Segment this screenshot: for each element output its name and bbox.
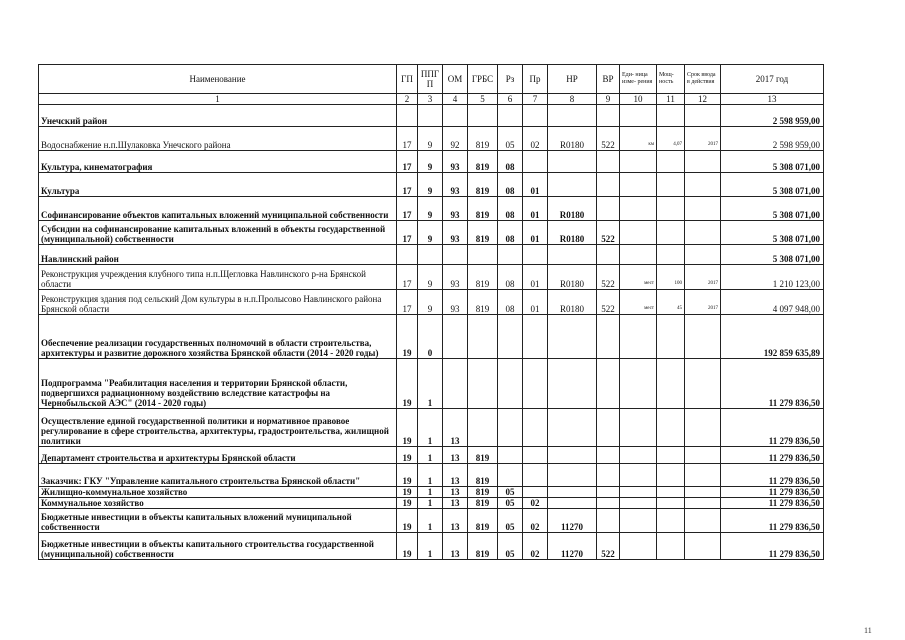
om-cell: 93 <box>443 151 468 173</box>
power-cell <box>657 315 685 359</box>
term-cell <box>685 409 721 447</box>
row-name: Субсидии на софинансирование капитальных вложений в объекты государственной (муниципальной) собственности <box>39 221 397 245</box>
ppgp-cell: 9 <box>418 221 443 245</box>
table-body <box>39 65 824 560</box>
table-row <box>39 245 824 265</box>
pr-cell: 01 <box>523 173 548 197</box>
column-number: 12 <box>685 94 721 105</box>
nr-cell <box>548 315 597 359</box>
pr-cell <box>523 464 548 487</box>
budget-table <box>38 64 824 560</box>
unit-cell <box>620 315 657 359</box>
ppgp-cell: 9 <box>418 127 443 151</box>
table-row <box>39 498 824 509</box>
column-number: 6 <box>498 94 523 105</box>
term-cell <box>685 487 721 498</box>
header-row <box>39 65 824 94</box>
power-cell <box>657 498 685 509</box>
nr-cell <box>548 173 597 197</box>
amount-cell: 11 279 836,50 <box>721 487 824 498</box>
om-cell <box>443 315 468 359</box>
rz-cell: 05 <box>498 509 523 533</box>
power-cell: 4,07 <box>657 127 685 151</box>
vr-cell <box>597 315 620 359</box>
header-ppgp: ППГ П <box>418 65 443 94</box>
row-name: Реконструкция здания под сельский Дом культуры в н.п.Пролысово Навлинского района Брянской области <box>39 290 397 315</box>
power-cell <box>657 197 685 221</box>
vr-cell <box>597 173 620 197</box>
rz-cell <box>498 105 523 127</box>
grbs-cell: 819 <box>468 197 498 221</box>
term-cell <box>685 221 721 245</box>
power-cell <box>657 487 685 498</box>
term-cell: 2017 <box>685 290 721 315</box>
column-number: 9 <box>597 94 620 105</box>
vr-cell: 522 <box>597 290 620 315</box>
om-cell <box>443 359 468 409</box>
table-row <box>39 359 824 409</box>
pr-cell <box>523 487 548 498</box>
power-cell <box>657 447 685 464</box>
gp-cell: 19 <box>397 315 418 359</box>
table-row <box>39 221 824 245</box>
grbs-cell <box>468 105 498 127</box>
grbs-cell: 819 <box>468 464 498 487</box>
om-cell <box>443 245 468 265</box>
column-number: 3 <box>418 94 443 105</box>
term-cell <box>685 498 721 509</box>
vr-cell <box>597 464 620 487</box>
pr-cell: 01 <box>523 290 548 315</box>
grbs-cell <box>468 245 498 265</box>
row-name: Бюджетные инвестиции в объекты капитальных вложений муниципальной собственности <box>39 509 397 533</box>
rz-cell: 05 <box>498 498 523 509</box>
unit-cell <box>620 221 657 245</box>
unit-cell <box>620 359 657 409</box>
gp-cell: 19 <box>397 464 418 487</box>
column-number: 7 <box>523 94 548 105</box>
nr-cell <box>548 464 597 487</box>
term-cell <box>685 197 721 221</box>
pr-cell: 01 <box>523 197 548 221</box>
unit-cell <box>620 245 657 265</box>
table-row <box>39 315 824 359</box>
ppgp-cell <box>418 245 443 265</box>
nr-cell: 11270 <box>548 533 597 560</box>
term-cell: 2017 <box>685 127 721 151</box>
pr-cell <box>523 359 548 409</box>
row-name: Бюджетные инвестиции в объекты капитального строительства государственной (муниципальной) собственности <box>39 533 397 560</box>
table-row <box>39 197 824 221</box>
term-cell <box>685 245 721 265</box>
rz-cell <box>498 464 523 487</box>
vr-cell: 522 <box>597 265 620 290</box>
grbs-cell: 819 <box>468 509 498 533</box>
term-cell <box>685 447 721 464</box>
column-number: 10 <box>620 94 657 105</box>
rz-cell <box>498 359 523 409</box>
vr-cell: 522 <box>597 533 620 560</box>
unit-cell <box>620 533 657 560</box>
row-name: Жилищно-коммунальное хозяйство <box>39 487 397 498</box>
rz-cell <box>498 447 523 464</box>
gp-cell: 19 <box>397 359 418 409</box>
pr-cell <box>523 105 548 127</box>
table-row <box>39 487 824 498</box>
header-year: 2017 год <box>721 65 824 94</box>
header-gp: ГП <box>397 65 418 94</box>
term-cell <box>685 151 721 173</box>
nr-cell: 11270 <box>548 509 597 533</box>
vr-cell <box>597 447 620 464</box>
amount-cell: 11 279 836,50 <box>721 498 824 509</box>
grbs-cell: 819 <box>468 290 498 315</box>
rz-cell: 05 <box>498 487 523 498</box>
rz-cell: 05 <box>498 127 523 151</box>
amount-cell: 192 859 635,89 <box>721 315 824 359</box>
pr-cell: 02 <box>523 533 548 560</box>
table-row <box>39 533 824 560</box>
om-cell: 92 <box>443 127 468 151</box>
column-number: 11 <box>657 94 685 105</box>
header-name: Наименование <box>39 65 397 94</box>
header-term: Срок ввода в действия <box>685 65 721 94</box>
gp-cell <box>397 245 418 265</box>
pr-cell <box>523 447 548 464</box>
table-row <box>39 127 824 151</box>
row-name: Осуществление единой государственной политики и нормативное правовое регулирование в сфере строительства, архитектуры, градостроительства, жилищной политики <box>39 409 397 447</box>
nr-cell <box>548 487 597 498</box>
amount-cell: 11 279 836,50 <box>721 409 824 447</box>
header-unit: Еди- ница изме- рения <box>620 65 657 94</box>
header-om: ОМ <box>443 65 468 94</box>
pr-cell: 01 <box>523 221 548 245</box>
power-cell <box>657 509 685 533</box>
grbs-cell <box>468 409 498 447</box>
vr-cell <box>597 359 620 409</box>
om-cell: 13 <box>443 487 468 498</box>
row-name: Подпрограмма "Реабилитация населения и территории Брянской области, подвергшихся радиационному воздействию вследствие катастрофы на Чернобыльской АЭС" (2014 - 2020 годы) <box>39 359 397 409</box>
row-name: Департамент строительства и архитектуры Брянской области <box>39 447 397 464</box>
grbs-cell: 819 <box>468 265 498 290</box>
table-row <box>39 265 824 290</box>
gp-cell: 17 <box>397 151 418 173</box>
gp-cell: 17 <box>397 173 418 197</box>
power-cell <box>657 464 685 487</box>
amount-cell: 5 308 071,00 <box>721 221 824 245</box>
table-row <box>39 290 824 315</box>
column-numbers-row <box>39 94 824 105</box>
nr-cell <box>548 498 597 509</box>
rz-cell: 08 <box>498 290 523 315</box>
amount-cell: 11 279 836,50 <box>721 359 824 409</box>
ppgp-cell: 1 <box>418 359 443 409</box>
nr-cell <box>548 245 597 265</box>
term-cell <box>685 464 721 487</box>
rz-cell: 08 <box>498 151 523 173</box>
gp-cell: 19 <box>397 509 418 533</box>
unit-cell: км <box>620 127 657 151</box>
nr-cell <box>548 151 597 173</box>
vr-cell <box>597 197 620 221</box>
om-cell: 13 <box>443 464 468 487</box>
table-row <box>39 509 824 533</box>
power-cell <box>657 245 685 265</box>
term-cell <box>685 533 721 560</box>
nr-cell: R0180 <box>548 265 597 290</box>
nr-cell: R0180 <box>548 221 597 245</box>
header-pr: Пр <box>523 65 548 94</box>
gp-cell: 19 <box>397 533 418 560</box>
om-cell: 13 <box>443 509 468 533</box>
rz-cell <box>498 409 523 447</box>
nr-cell: R0180 <box>548 127 597 151</box>
gp-cell: 19 <box>397 487 418 498</box>
unit-cell <box>620 173 657 197</box>
header-rz: Рз <box>498 65 523 94</box>
header-nr: НР <box>548 65 597 94</box>
table-row <box>39 464 824 487</box>
column-number: 2 <box>397 94 418 105</box>
om-cell: 13 <box>443 498 468 509</box>
ppgp-cell: 9 <box>418 290 443 315</box>
nr-cell: R0180 <box>548 290 597 315</box>
pr-cell <box>523 409 548 447</box>
vr-cell <box>597 245 620 265</box>
unit-cell <box>620 105 657 127</box>
nr-cell <box>548 359 597 409</box>
table-row <box>39 151 824 173</box>
om-cell <box>443 105 468 127</box>
om-cell: 93 <box>443 173 468 197</box>
column-number: 5 <box>468 94 498 105</box>
power-cell <box>657 151 685 173</box>
nr-cell <box>548 409 597 447</box>
power-cell: 45 <box>657 290 685 315</box>
column-number: 1 <box>39 94 397 105</box>
vr-cell <box>597 498 620 509</box>
table-row <box>39 409 824 447</box>
rz-cell: 08 <box>498 197 523 221</box>
unit-cell <box>620 151 657 173</box>
table-row <box>39 105 824 127</box>
grbs-cell: 819 <box>468 127 498 151</box>
ppgp-cell: 9 <box>418 151 443 173</box>
gp-cell: 19 <box>397 447 418 464</box>
ppgp-cell: 9 <box>418 265 443 290</box>
row-name: Унечский район <box>39 105 397 127</box>
pr-cell: 01 <box>523 265 548 290</box>
row-name: Обеспечение реализации государственных полномочий в области строительства, архитектуры и развитие дорожного хозяйства Брянской области (2014 - 2020 годы) <box>39 315 397 359</box>
gp-cell: 17 <box>397 221 418 245</box>
grbs-cell <box>468 359 498 409</box>
term-cell: 2017 <box>685 265 721 290</box>
column-number: 13 <box>721 94 824 105</box>
unit-cell <box>620 197 657 221</box>
gp-cell: 19 <box>397 498 418 509</box>
rz-cell: 08 <box>498 265 523 290</box>
grbs-cell <box>468 315 498 359</box>
term-cell <box>685 359 721 409</box>
amount-cell: 2 598 959,00 <box>721 127 824 151</box>
unit-cell <box>620 509 657 533</box>
vr-cell: 522 <box>597 127 620 151</box>
term-cell <box>685 509 721 533</box>
row-name: Заказчик: ГКУ "Управление капитального строительства Брянской области" <box>39 464 397 487</box>
power-cell <box>657 409 685 447</box>
rz-cell: 08 <box>498 221 523 245</box>
rz-cell: 08 <box>498 173 523 197</box>
vr-cell <box>597 487 620 498</box>
nr-cell <box>548 447 597 464</box>
unit-cell <box>620 487 657 498</box>
unit-cell <box>620 447 657 464</box>
gp-cell: 17 <box>397 290 418 315</box>
ppgp-cell: 9 <box>418 197 443 221</box>
column-number: 8 <box>548 94 597 105</box>
term-cell <box>685 105 721 127</box>
ppgp-cell: 1 <box>418 464 443 487</box>
grbs-cell: 819 <box>468 498 498 509</box>
amount-cell: 4 097 948,00 <box>721 290 824 315</box>
power-cell <box>657 105 685 127</box>
header-power: Мощ- ность <box>657 65 685 94</box>
gp-cell: 19 <box>397 409 418 447</box>
amount-cell: 5 308 071,00 <box>721 151 824 173</box>
om-cell: 93 <box>443 221 468 245</box>
amount-cell: 5 308 071,00 <box>721 245 824 265</box>
om-cell: 13 <box>443 447 468 464</box>
amount-cell: 1 210 123,00 <box>721 265 824 290</box>
grbs-cell: 819 <box>468 151 498 173</box>
ppgp-cell: 1 <box>418 498 443 509</box>
gp-cell: 17 <box>397 197 418 221</box>
unit-cell <box>620 464 657 487</box>
amount-cell: 2 598 959,00 <box>721 105 824 127</box>
gp-cell: 17 <box>397 265 418 290</box>
nr-cell <box>548 105 597 127</box>
rz-cell: 05 <box>498 533 523 560</box>
vr-cell <box>597 509 620 533</box>
nr-cell: R0180 <box>548 197 597 221</box>
gp-cell <box>397 105 418 127</box>
grbs-cell: 819 <box>468 173 498 197</box>
ppgp-cell: 1 <box>418 409 443 447</box>
om-cell: 13 <box>443 409 468 447</box>
unit-cell: мест <box>620 265 657 290</box>
grbs-cell: 819 <box>468 533 498 560</box>
row-name: Софинансирование объектов капитальных вложений муниципальной собственности <box>39 197 397 221</box>
vr-cell <box>597 105 620 127</box>
unit-cell: мест <box>620 290 657 315</box>
grbs-cell: 819 <box>468 447 498 464</box>
om-cell: 13 <box>443 533 468 560</box>
unit-cell <box>620 498 657 509</box>
om-cell: 93 <box>443 290 468 315</box>
row-name: Реконструкция учреждения клубного типа н.п.Щегловка Навлинского р-на Брянской области <box>39 265 397 290</box>
row-name: Коммунальное хозяйство <box>39 498 397 509</box>
gp-cell: 17 <box>397 127 418 151</box>
term-cell <box>685 315 721 359</box>
rz-cell <box>498 315 523 359</box>
row-name: Культура, кинематография <box>39 151 397 173</box>
pr-cell <box>523 151 548 173</box>
ppgp-cell: 0 <box>418 315 443 359</box>
ppgp-cell: 1 <box>418 533 443 560</box>
om-cell: 93 <box>443 197 468 221</box>
ppgp-cell: 1 <box>418 487 443 498</box>
vr-cell <box>597 409 620 447</box>
pr-cell: 02 <box>523 498 548 509</box>
ppgp-cell: 9 <box>418 173 443 197</box>
grbs-cell: 819 <box>468 487 498 498</box>
vr-cell: 522 <box>597 221 620 245</box>
rz-cell <box>498 245 523 265</box>
table-row <box>39 173 824 197</box>
row-name: Водоснабжение н.п.Шулаковка Унечского района <box>39 127 397 151</box>
term-cell <box>685 173 721 197</box>
ppgp-cell <box>418 105 443 127</box>
amount-cell: 11 279 836,50 <box>721 533 824 560</box>
header-grbs: ГРБС <box>468 65 498 94</box>
power-cell <box>657 359 685 409</box>
pr-cell: 02 <box>523 127 548 151</box>
om-cell: 93 <box>443 265 468 290</box>
amount-cell: 11 279 836,50 <box>721 447 824 464</box>
pr-cell <box>523 245 548 265</box>
pr-cell: 02 <box>523 509 548 533</box>
power-cell <box>657 173 685 197</box>
vr-cell <box>597 151 620 173</box>
page-number: 11 <box>864 626 872 635</box>
header-vr: ВР <box>597 65 620 94</box>
ppgp-cell: 1 <box>418 447 443 464</box>
amount-cell: 11 279 836,50 <box>721 464 824 487</box>
power-cell: 100 <box>657 265 685 290</box>
amount-cell: 11 279 836,50 <box>721 509 824 533</box>
ppgp-cell: 1 <box>418 509 443 533</box>
column-number: 4 <box>443 94 468 105</box>
pr-cell <box>523 315 548 359</box>
amount-cell: 5 308 071,00 <box>721 197 824 221</box>
unit-cell <box>620 409 657 447</box>
grbs-cell: 819 <box>468 221 498 245</box>
power-cell <box>657 533 685 560</box>
table-row <box>39 447 824 464</box>
power-cell <box>657 221 685 245</box>
row-name: Навлинский район <box>39 245 397 265</box>
amount-cell: 5 308 071,00 <box>721 173 824 197</box>
row-name: Культура <box>39 173 397 197</box>
